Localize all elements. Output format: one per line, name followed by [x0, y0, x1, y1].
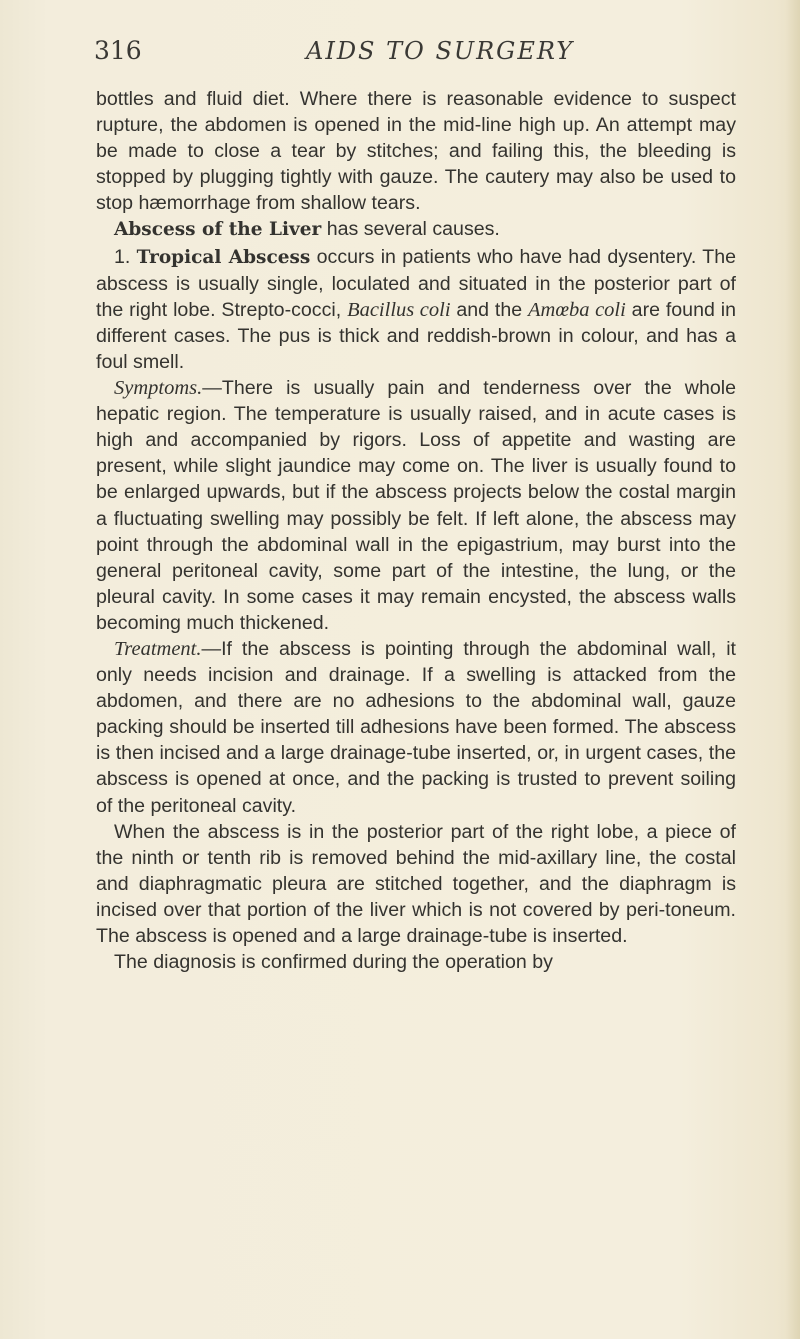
list-number: 1. [114, 245, 137, 268]
page-header [94, 36, 734, 70]
text-tropical-a: occurs in patients who have had dysentery. The abscess is usually single, loculated and situated in the posterior part of the right lobe. Strepto-cocci, [96, 245, 736, 321]
body-text [96, 86, 736, 975]
paragraph-rupture-treatment: bottles and fluid diet. Where there is reasonable evidence to suspect rupture, the abdomen is opened in the mid-line high up. An attempt may be made to close a tear by stitches; and failing this, the bleeding is stopped by plugging tightly with gauze. The cautery may also be used to stop hæmorrhage from shallow tears. [96, 88, 736, 215]
heading-symptoms: Symptoms. [114, 377, 203, 400]
page-edge-shadow [786, 0, 800, 1339]
paragraph-tropical-abscess [96, 244, 736, 375]
text-tropical-c: are found in different cases. The pus is thick and reddish-brown in colour, and has a foul smell. [96, 298, 736, 373]
term-bacillus-coli: Bacillus coli [347, 298, 451, 321]
paragraph-treatment [96, 636, 736, 819]
text-tropical-b: and the [450, 298, 529, 321]
paragraph-posterior-lobe: When the abscess is in the posterior part of the right lobe, a piece of the ninth or tenth rib is removed behind the mid-axillary line, the costal and diaphragmatic pleura are stitched together, and the diaphragm is incised over that portion of the liver which is not covered by peri-toneum. The abscess is opened and a large drainage-tube is inserted. [96, 820, 736, 947]
paragraph-liver-abscess [96, 216, 736, 243]
paragraph-diagnosis: The diagnosis is confirmed during the operation by [114, 951, 553, 974]
page-number: 316 [94, 36, 142, 65]
term-amoeba-coli: Amœba coli [528, 298, 626, 321]
heading-abscess-of-liver: Abscess of the Liver [114, 219, 322, 241]
paragraph-symptoms [96, 375, 736, 636]
text-several-causes: has several causes. [321, 218, 500, 241]
heading-treatment: Treatment. [114, 637, 202, 660]
text-symptoms: —There is usually pain and tenderness over the whole hepatic region. The temperature is usually raised, and in acute cases is high and accompanied by rigors. Loss of appetite and wasting are present, while slight jaundice may come on. The liver is usually found to be enlarged upwards, but if the abscess projects below the costal margin a fluctuating swelling may possibly be felt. If left alone, the abscess may point through the abdominal wall in the epigastrium, may burst into the general peritoneal cavity, some part of the intestine, the lung, or the pleural cavity. In some cases it may remain encysted, the abscess walls becoming much thickened. [96, 377, 736, 634]
running-title: AIDS TO SURGERY [306, 37, 575, 65]
text-treatment: —If the abscess is pointing through the abdominal wall, it only needs incision and drainage. If a swelling is attacked from the abdomen, and there are no adhesions to the abdominal wall, gauze packing should be inserted till adhesions have been formed. The abscess is then incised and a large drainage-tube inserted, or, in urgent cases, the abscess is opened at once, and the packing is trusted to prevent soiling of the peritoneal cavity. [96, 637, 736, 817]
heading-tropical-abscess: Tropical Abscess [136, 246, 311, 268]
